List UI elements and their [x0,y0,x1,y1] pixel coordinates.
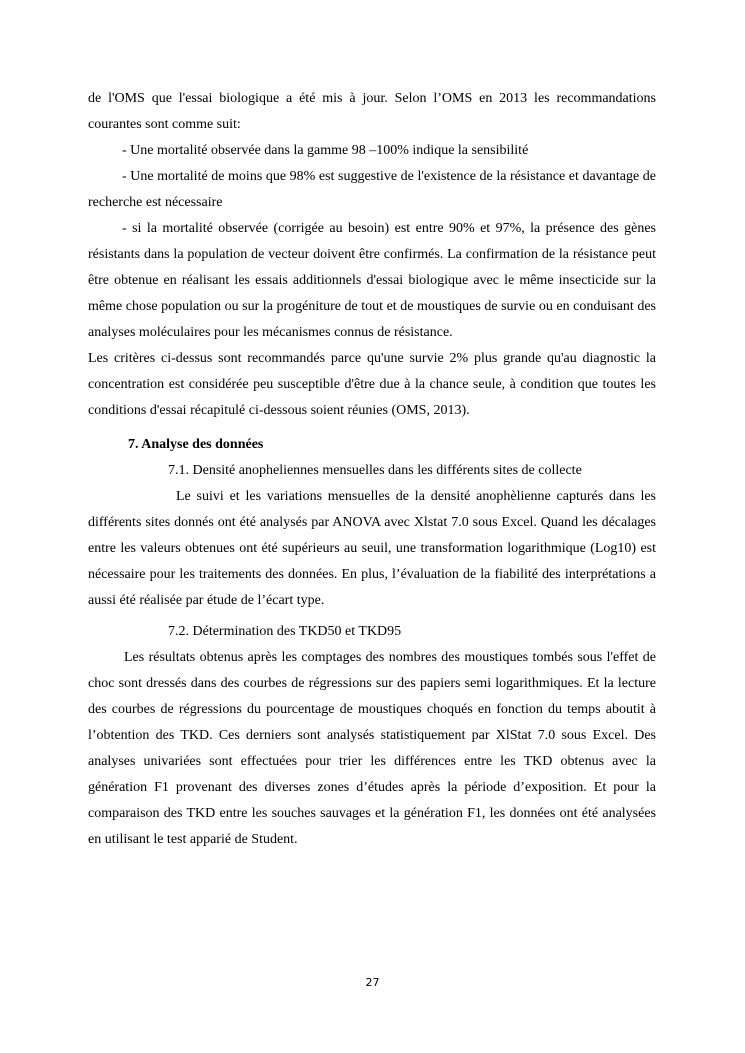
intro-paragraph: de l'OMS que l'essai biologique a été mis à jour. Selon l’OMS en 2013 les recommandations courantes sont comme suit: [88,91,656,132]
subsection-body-7-1: Le suivi et les variations mensuelles de la densité anophèlienne capturés dans les différents sites donnés ont été analysés par ANOVA avec Xlstat 7.0 sous Excel. Quand les décalages entre les valeurs obtenues ont été supérieurs au seuil, une transformation logarithmique (Log10) est nécessaire pour les traitements des données. En plus, l’évaluation de la fiabilité des interprétations a aussi été réalisée par étude de l’écart type. [88,489,656,608]
bullet-resistance: - Une mortalité de moins que 98% est suggestive de l'existence de la résistance et davantage de recherche est nécessaire [88,169,656,210]
section-heading-analyse: 7. Analyse des données [128,437,264,452]
criteria-paragraph: Les critères ci-dessus sont recommandés parce qu'une survie 2% plus grande qu'au diagnostic la concentration est considérée peu susceptible d'être due à la chance seule, à condition que toutes les conditions d'essai récapitulé ci-dessous soient réunies (OMS, 2013). [88,351,656,418]
bullet-confirmation: - si la mortalité observée (corrigée au besoin) est entre 90% et 97%, la présence des gènes résistants dans la population de vecteur doivent être confirmés. La confirmation de la résistance peut être obtenue en réalisant les essais additionnels d'essai biologique avec le même insecticide sur la même chose population ou sur la progéniture de tout et de moustiques de survie ou en conduisant des analyses moléculaires pour les mécanismes connus de résistance. [88,221,656,340]
bullet-sensitivity: - Une mortalité observée dans la gamme 98 –100% indique la sensibilité [122,143,529,158]
subsection-body-7-2: Les résultats obtenus après les comptages des nombres des moustiques tombés sous l'effet de choc sont dressés dans des courbes de régressions sur des papiers semi logarithmiques. Et la lecture des courbes de régressions du pourcentage de moustiques choqués en fonction du temps aboutit à l’obtention des TKD. Ces derniers sont analysés statistiquement par XlStat 7.0 sous Excel. Des analyses univariées sont effectuées pour trier les différences entre les TKD obtenus avec la génération F1 provenant des diverses zones d’études après la période d’exposition. Et pour la comparaison des TKD entre les souches sauvages et la génération F1, les données ont été analysées en utilisant le test apparié de Student. [88,650,656,847]
page-number: 27 [365,976,380,989]
page-body [88,86,656,853]
subsection-title-7-1: 7.1. Densité anopheliennes mensuelles dans les différents sites de collecte [168,463,582,478]
subsection-title-7-2: 7.2. Détermination des TKD50 et TKD95 [168,624,402,639]
